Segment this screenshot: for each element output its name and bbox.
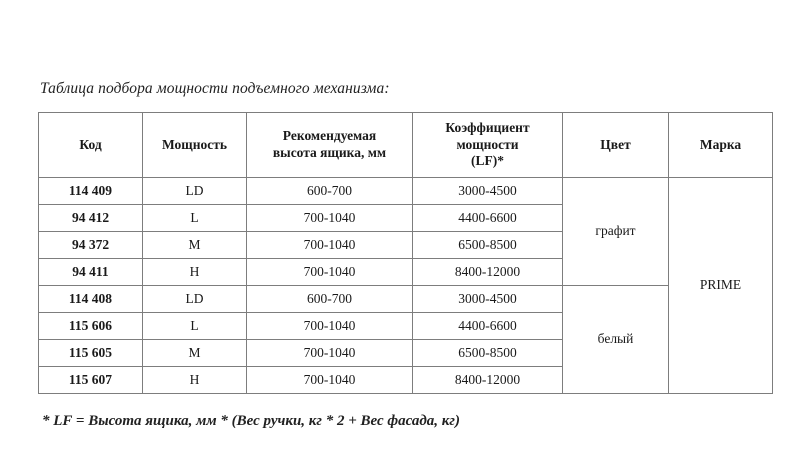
column-header-coefficient-line3: (LF)* — [471, 153, 504, 169]
cell-height: 700-1040 — [247, 340, 413, 367]
cell-coefficient: 6500-8500 — [413, 340, 563, 367]
cell-power: L — [143, 205, 247, 232]
cell-height: 600-700 — [247, 286, 413, 313]
column-header-brand: Марка — [669, 113, 773, 178]
cell-coefficient: 4400-6600 — [413, 313, 563, 340]
cell-coefficient: 3000-4500 — [413, 286, 563, 313]
column-header-height-line2: высота ящика, мм — [272, 145, 387, 160]
column-header-code: Код — [39, 113, 143, 178]
cell-power: M — [143, 232, 247, 259]
table-body — [39, 178, 773, 394]
column-header-color: Цвет — [563, 113, 669, 178]
column-header-height-line1: Рекомендуемая — [282, 128, 377, 144]
cell-power: LD — [143, 178, 247, 205]
cell-brand: PRIME — [669, 178, 773, 394]
cell-power: LD — [143, 286, 247, 313]
cell-color-white: белый — [563, 286, 669, 394]
cell-height: 700-1040 — [247, 259, 413, 286]
cell-power: L — [143, 313, 247, 340]
cell-coefficient: 3000-4500 — [413, 178, 563, 205]
table-row — [39, 178, 773, 205]
cell-color-graphite: графит — [563, 178, 669, 286]
cell-height: 600-700 — [247, 178, 413, 205]
cell-code: 114 409 — [39, 178, 143, 205]
cell-code: 114 408 — [39, 286, 143, 313]
table-row — [39, 286, 773, 313]
cell-coefficient: 4400-6600 — [413, 205, 563, 232]
power-selection-table — [38, 112, 773, 394]
cell-code: 115 606 — [39, 313, 143, 340]
cell-code: 94 372 — [39, 232, 143, 259]
cell-code: 94 411 — [39, 259, 143, 286]
cell-power: M — [143, 340, 247, 367]
cell-power: H — [143, 259, 247, 286]
cell-height: 700-1040 — [247, 313, 413, 340]
column-header-coefficient-line2: мощности — [456, 136, 519, 152]
table-header — [39, 113, 773, 178]
cell-coefficient: 8400-12000 — [413, 259, 563, 286]
table-header-row — [39, 113, 773, 178]
footnote: * LF = Высота ящика, мм * (Вес ручки, кг * 2 + Вес фасада, кг) — [42, 413, 460, 429]
cell-height: 700-1040 — [247, 232, 413, 259]
page-title: Таблица подбора мощности подъемного механизма: — [40, 80, 390, 97]
cell-height: 700-1040 — [247, 367, 413, 394]
cell-code: 115 605 — [39, 340, 143, 367]
cell-code: 94 412 — [39, 205, 143, 232]
cell-coefficient: 8400-12000 — [413, 367, 563, 394]
cell-code: 115 607 — [39, 367, 143, 394]
column-header-power: Мощность — [143, 113, 247, 178]
column-header-coefficient — [413, 113, 563, 178]
column-header-coefficient-line1: Коэффициент — [445, 119, 530, 135]
cell-power: H — [143, 367, 247, 394]
cell-coefficient: 6500-8500 — [413, 232, 563, 259]
cell-height: 700-1040 — [247, 205, 413, 232]
column-header-height — [247, 113, 413, 178]
